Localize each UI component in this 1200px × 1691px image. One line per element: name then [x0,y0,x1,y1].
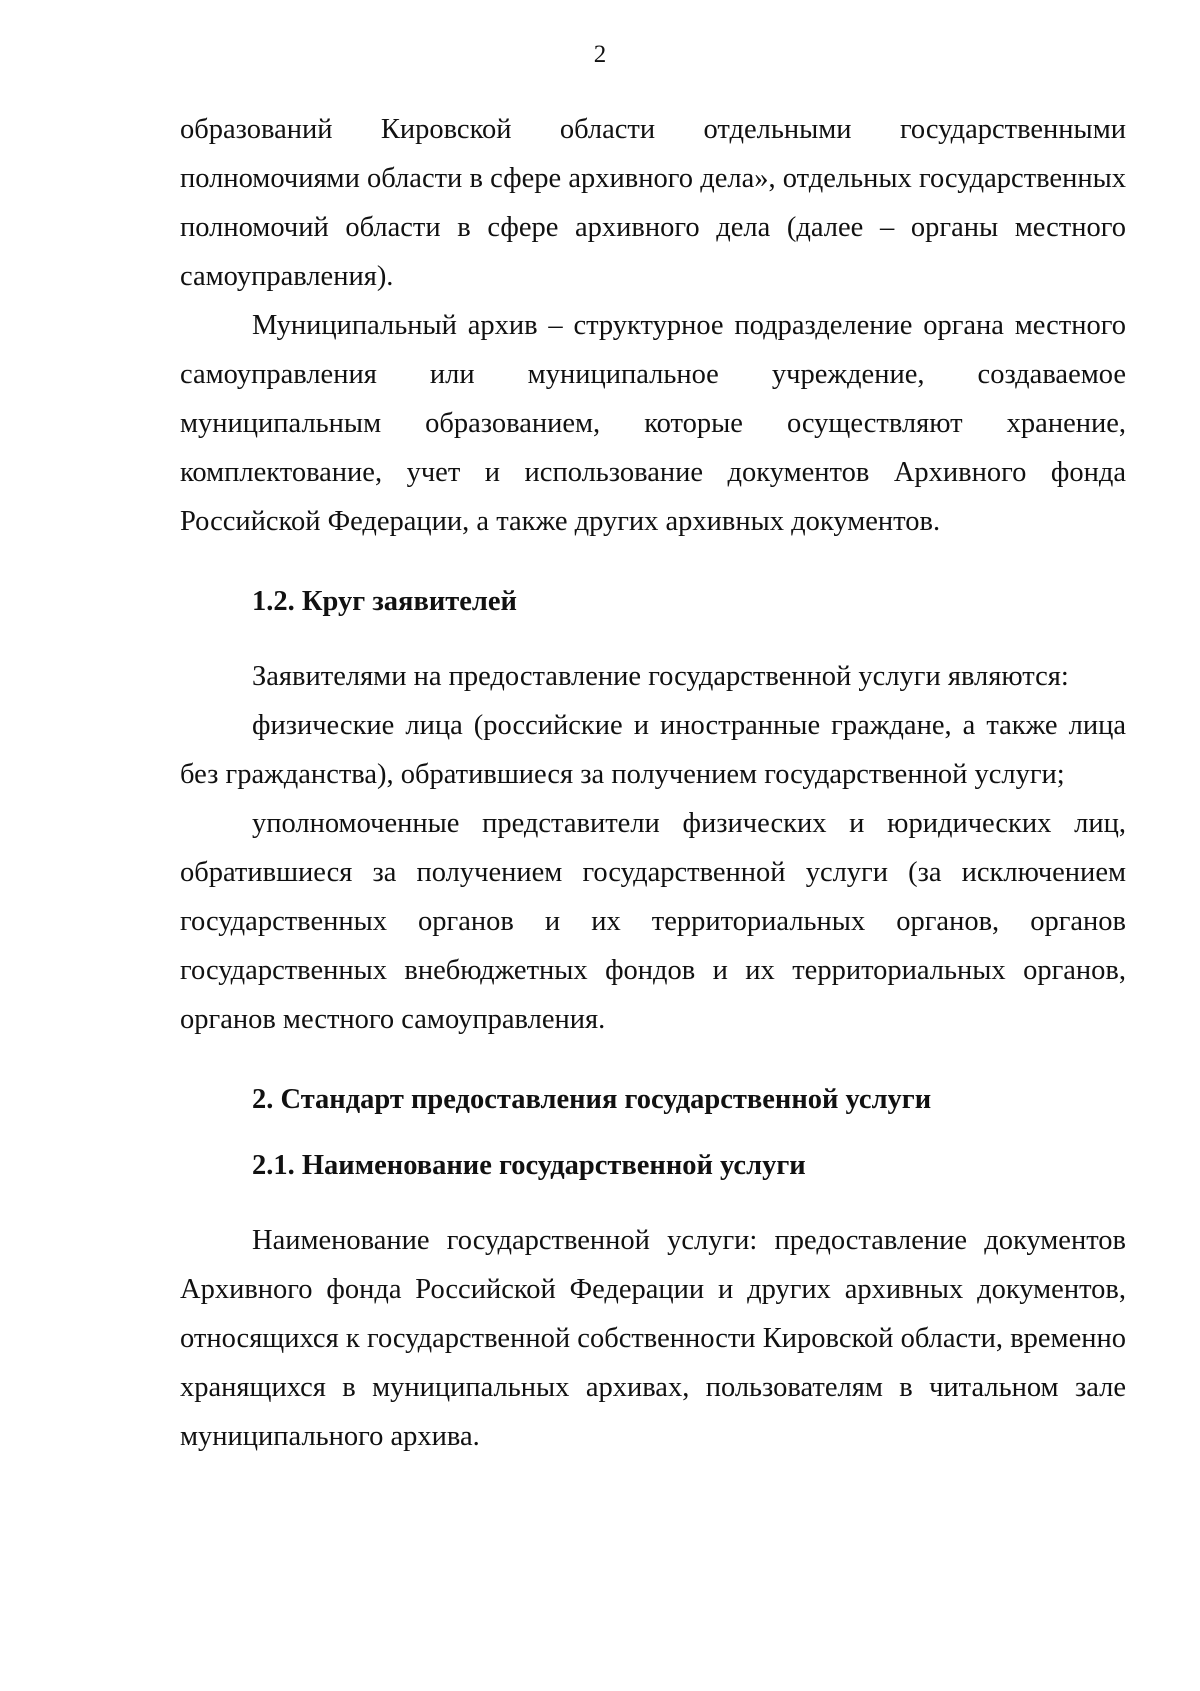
heading-service-standard: 2. Стандарт предоставления государственной услуги [252,1084,932,1115]
page-number: 2 [593,41,607,68]
paragraph-representatives: уполномоченные представители физических и юридических лиц, обратившиеся за получением государственной услуги (за исключением государственных органов и их территориальных органов, органов государственных внебюджетных фондов и их территориальных органов, органов местного самоуправления. [180,808,1126,1035]
paragraph-individuals: физические лица (российские и иностранные граждане, а также лица без гражданства), обратившиеся за получением государственной услуги; [180,710,1126,790]
paragraph-continuation: образований Кировской области отдельными государственными полномочиями области в сфере архивного дела», отдельных государственных полномочий области в сфере архивного дела (далее – органы местного самоуправления). [180,114,1126,292]
paragraph-service-name: Наименование государственной услуги: предоставление документов Архивного фонда Российской Федерации и других архивных документов, относящихся к государственной собственности Кировской области, временно хранящихся в муниципальных архивах, пользователям в читальном зале муниципального архива. [180,1225,1126,1452]
paragraph-municipal-archive: Муниципальный архив – структурное подразделение органа местного самоуправления или муниципальное учреждение, создаваемое муниципальным образованием, которые осуществляют хранение, комплектование, учет и использование документов Архивного фонда Российской Федерации, а также других архивных документов. [180,310,1126,537]
heading-service-name: 2.1. Наименование государственной услуги [252,1150,806,1181]
heading-applicants: 1.2. Круг заявителей [252,586,517,617]
paragraph-applicants-intro: Заявителями на предоставление государственной услуги являются: [252,661,1069,692]
document-body [180,105,1126,1461]
